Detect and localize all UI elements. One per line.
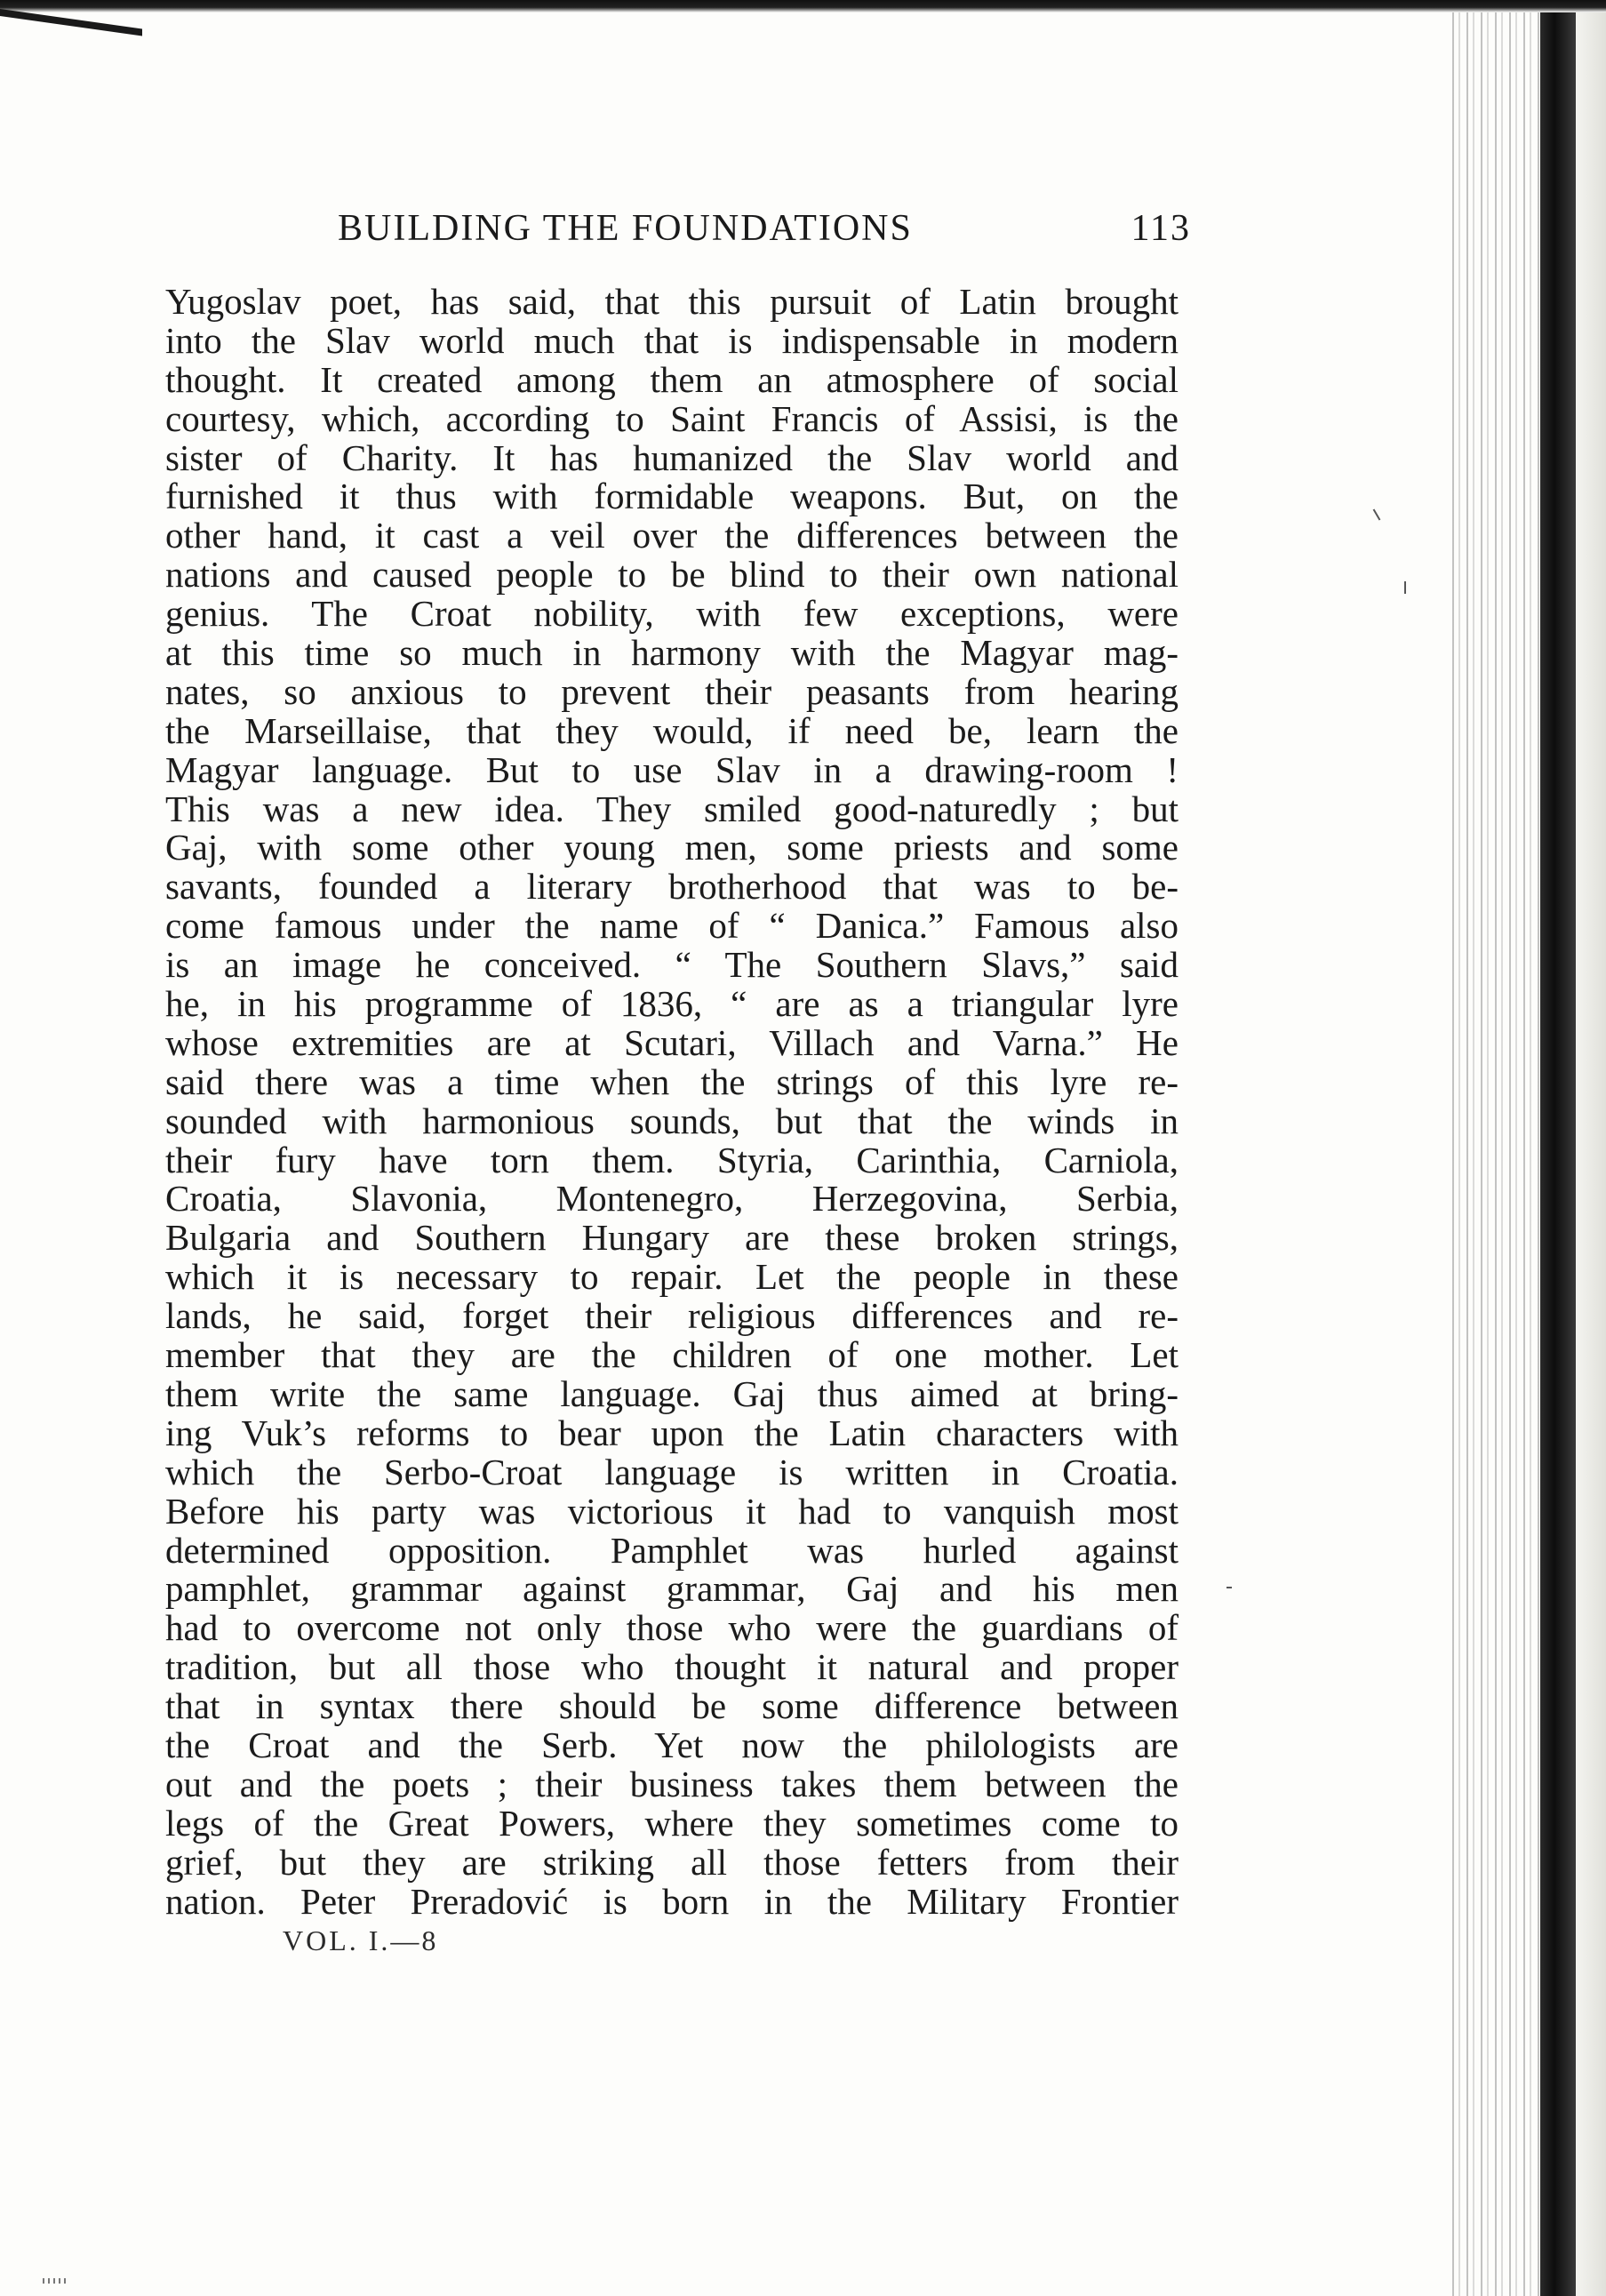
text-line: the Marseillaise, that they would, if need be, learn the	[165, 709, 1179, 751]
text-line: member that they are the children of one mother. Let	[165, 1334, 1179, 1376]
text-line: courtesy, which, according to Saint Francis of Assisi, is the	[165, 397, 1179, 439]
text-line: that in syntax there should be some difference between	[165, 1685, 1179, 1727]
text-line: their fury have torn them. Styria, Carinthia, Carniola,	[165, 1139, 1179, 1180]
scan-speck	[43, 2278, 69, 2284]
text-line: genius. The Croat nobility, with few exceptions, were	[165, 593, 1179, 635]
stray-mark	[1226, 1587, 1232, 1588]
text-line: nations and caused people to be blind to their own national	[165, 554, 1179, 596]
text-line: Before his party was victorious it had to vanquish most	[165, 1490, 1179, 1532]
text-line: thought. It created among them an atmosphere of social	[165, 358, 1179, 400]
text-line: This was a new idea. They smiled good-naturedly ; but	[165, 788, 1179, 829]
text-line: Croatia, Slavonia, Montenegro, Herzegovina, Serbia,	[165, 1178, 1179, 1220]
text-line: furnished it thus with formidable weapons. But, on the	[165, 476, 1179, 517]
text-line: determined opposition. Pamphlet was hurled against	[165, 1529, 1179, 1571]
text-line: sounded with harmonious sounds, but that the winds in	[165, 1100, 1179, 1141]
text-line: he, in his programme of 1836, “ are as a triangular lyre	[165, 983, 1179, 1025]
text-line: at this time so much in harmony with the Magyar mag-	[165, 632, 1179, 674]
text-line: nation. Peter Preradović is born in the Military Frontier	[165, 1880, 1179, 1922]
text-line: Bulgaria and Southern Hungary are these broken strings,	[165, 1217, 1179, 1259]
text-line: is an image he conceived. “ The Southern Slavs,” said	[165, 944, 1179, 986]
text-line: tradition, but all those who thought it natural and proper	[165, 1646, 1179, 1688]
text-line: which the Serbo-Croat language is written in Croatia.	[165, 1451, 1179, 1492]
running-header	[338, 207, 1191, 260]
stray-mark	[1404, 581, 1406, 594]
text-line: savants, founded a literary brotherhood that was to be-	[165, 866, 1179, 908]
text-line: the Croat and the Serb. Yet now the philologists are	[165, 1724, 1179, 1765]
text-line: sister of Charity. It has humanized the Slav world and	[165, 436, 1179, 478]
book-binding-shadow	[1540, 12, 1576, 2296]
text-line: them write the same language. Gaj thus aimed at bring-	[165, 1372, 1179, 1414]
text-line: into the Slav world much that is indispensable in modern	[165, 319, 1179, 361]
text-line: which it is necessary to repair. Let the people in these	[165, 1256, 1179, 1298]
text-line: out and the poets ; their business takes them between the	[165, 1763, 1179, 1804]
signature-mark: VOL. I.—8	[283, 1924, 439, 1956]
stray-mark	[1373, 508, 1381, 520]
text-line: Yugoslav poet, has said, that this pursuit of Latin brought	[165, 281, 1179, 322]
page-number: 113	[1131, 208, 1191, 249]
text-line: Gaj, with some other young men, some priests and some	[165, 827, 1179, 868]
text-line: said there was a time when the strings of this lyre re-	[165, 1060, 1179, 1102]
body-text	[165, 283, 1179, 1921]
text-line: ing Vuk’s reforms to bear upon the Latin characters with	[165, 1412, 1179, 1453]
text-line: come famous under the name of “ Danica.” Famous also	[165, 905, 1179, 947]
book-outer-edge	[1576, 12, 1606, 2296]
text-line: Magyar language. But to use Slav in a drawing-room !	[165, 748, 1179, 790]
text-line: nates, so anxious to prevent their peasants from hearing	[165, 670, 1179, 712]
text-line: lands, he said, forget their religious differences and re-	[165, 1295, 1179, 1337]
text-line: legs of the Great Powers, where they sometimes come to	[165, 1802, 1179, 1844]
page-top-edge	[0, 0, 1606, 12]
text-line: grief, but they are striking all those fetters from their	[165, 1841, 1179, 1883]
text-line: had to overcome not only those who were the guardians of	[165, 1607, 1179, 1649]
running-title: BUILDING THE FOUNDATIONS	[338, 208, 913, 249]
text-line: whose extremities are at Scutari, Villach and Varna.” He	[165, 1021, 1179, 1063]
page-corner-curl	[0, 9, 142, 89]
text-line: pamphlet, grammar against grammar, Gaj and his men	[165, 1568, 1179, 1610]
text-line: other hand, it cast a veil over the differences between the	[165, 515, 1179, 556]
